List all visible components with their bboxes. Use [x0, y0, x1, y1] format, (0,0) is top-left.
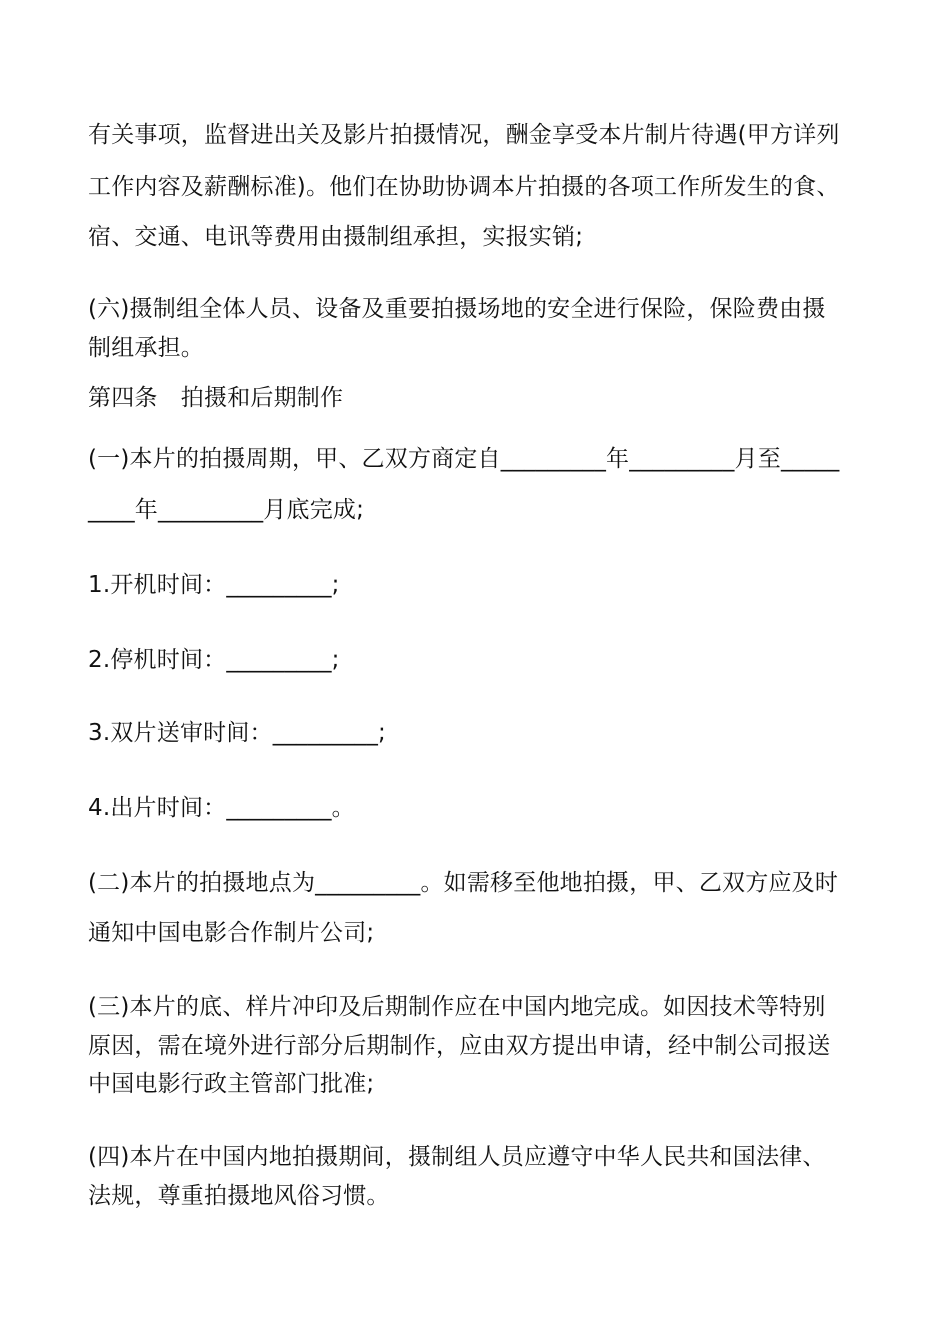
- text-line: 中国电影行政主管部门批准;: [88, 1071, 375, 1097]
- text-line: 工作内容及薪酬标准)。他们在协助协调本片拍摄的各项工作所发生的食、: [88, 174, 840, 200]
- list-item: 4.出片时间：_________。: [88, 795, 355, 821]
- text-line: 法规，尊重拍摄地风俗习惯。: [88, 1183, 390, 1209]
- section-heading: 第四条 拍摄和后期制作: [88, 385, 344, 411]
- text-line: 有关事项，监督进出关及影片拍摄情况，酬金享受本片制片待遇(甲方详列: [88, 122, 840, 148]
- text-line: (四)本片在中国内地拍摄期间，摄制组人员应遵守中华人民共和国法律、: [88, 1144, 826, 1170]
- text-line: 制组承担。: [88, 335, 204, 361]
- text-line: (二)本片的拍摄地点为_________。如需移至他地拍摄，甲、乙双方应及时: [88, 870, 839, 896]
- list-item: 3.双片送审时间：_________;: [88, 720, 386, 746]
- list-item: 1.开机时间：_________;: [88, 572, 340, 598]
- text-line: 通知中国电影合作制片公司;: [88, 920, 375, 946]
- text-line: 宿、交通、电讯等费用由摄制组承担，实报实销;: [88, 224, 584, 250]
- text-line: (六)摄制组全体人员、设备及重要拍摄场地的安全进行保险，保险费由摄: [88, 296, 826, 322]
- text-line: 原因，需在境外进行部分后期制作，应由双方提出申请，经中制公司报送: [88, 1033, 831, 1059]
- text-line: ____年_________月底完成;: [88, 497, 365, 523]
- text-line: (一)本片的拍摄周期，甲、乙双方商定自_________年_________月至_____: [88, 446, 840, 472]
- text-line: (三)本片的底、样片冲印及后期制作应在中国内地完成。如因技术等特别: [88, 994, 826, 1020]
- list-item: 2.停机时间：_________;: [88, 647, 340, 673]
